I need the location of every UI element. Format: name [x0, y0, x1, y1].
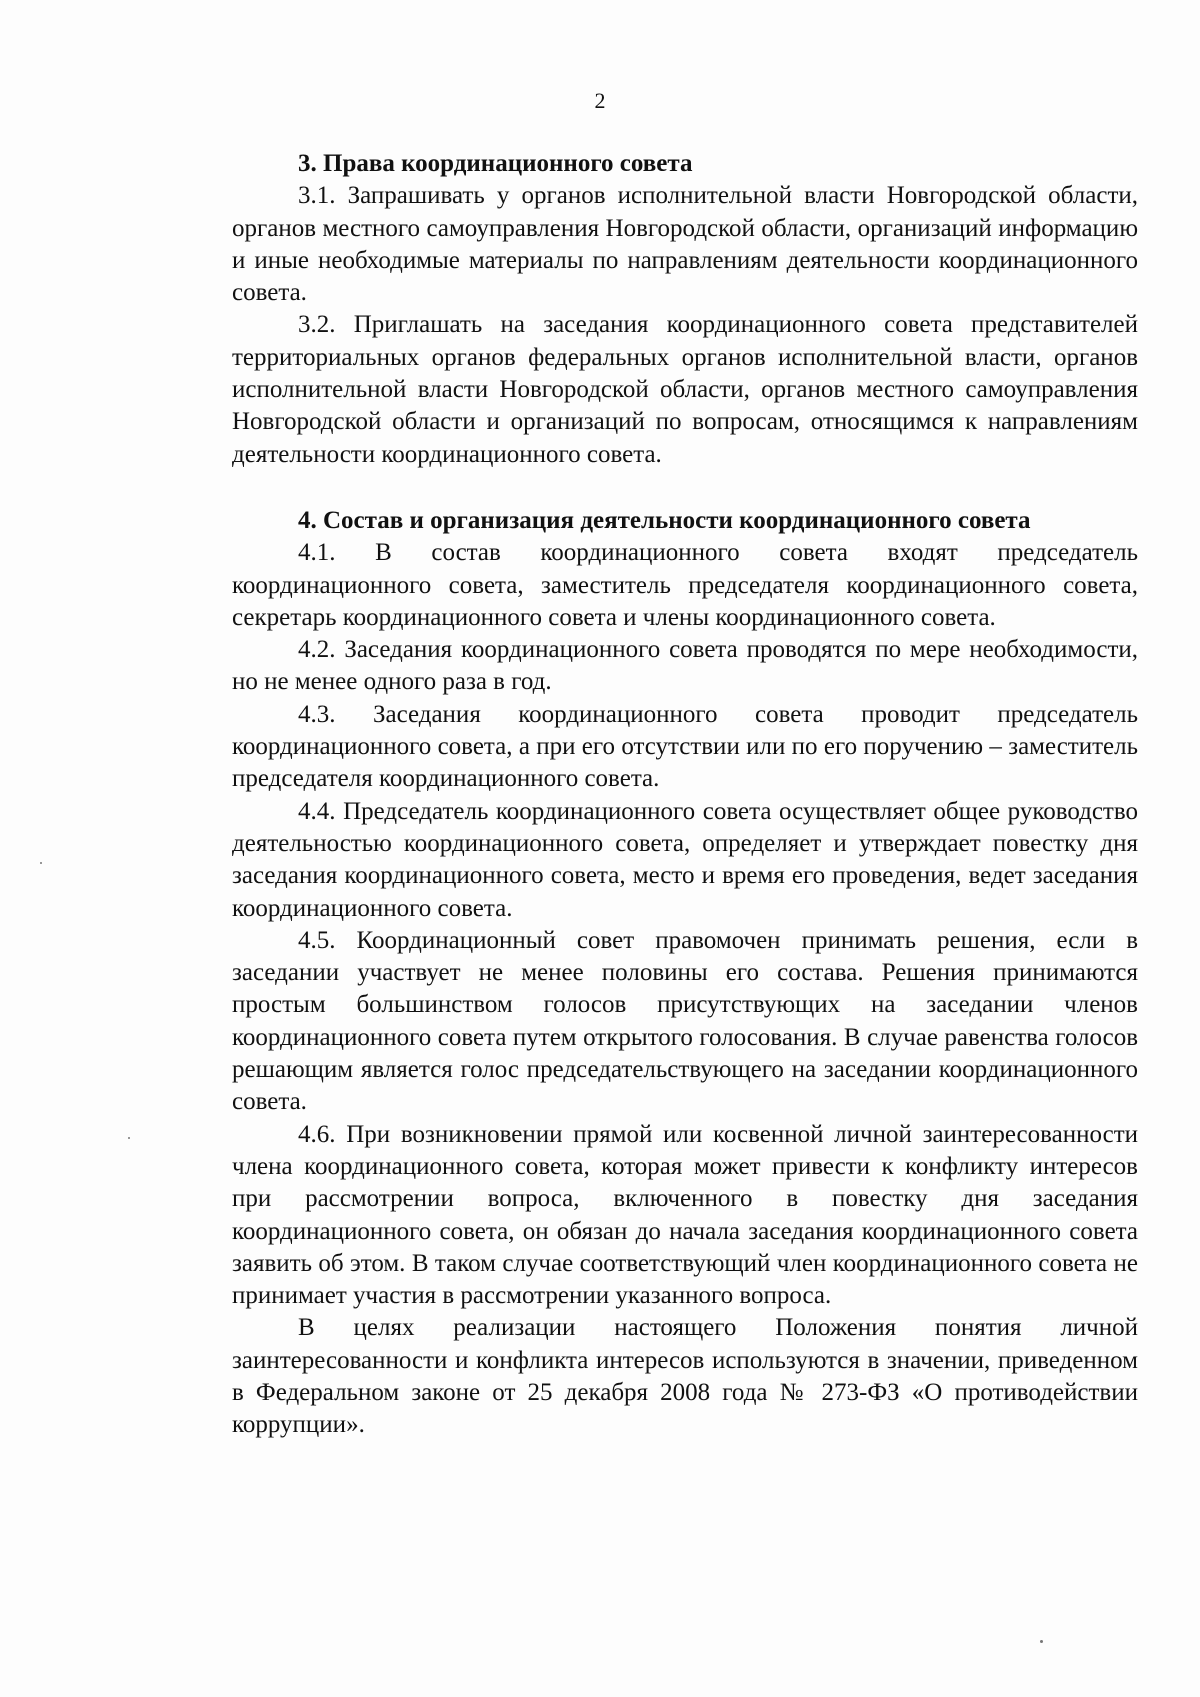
scan-speck: [128, 1137, 130, 1139]
paragraph-3-2: 3.2. Приглашать на заседания координационного совета представителей территориальных органов федеральных органов исполнительной власти, органов исполнительной власти Новгородской области, органов местного самоуправления Новгородской области и организаций по вопросам, относящимся к направлениям деятельности координационного совета.: [232, 311, 1138, 468]
paragraph-4-3: 4.3. Заседания координационного совета проводит председатель координационного совета, а при его отсутствии или по его поручению – заместитель председателя координационного совета.: [232, 700, 1138, 793]
paragraph-4-4: 4.4. Председатель координационного совета осуществляет общее руководство деятельностью координационного совета, определяет и утверждает повестку дня заседания координационного совета, место и время его проведения, ведет заседания координационного совета.: [232, 797, 1138, 922]
paragraph-4-5: 4.5. Координационный совет правомочен принимать решения, если в заседании участвует не менее половины его состава. Решения принимаются простым большинством голосов присутствующих на заседании членов координационного совета путем открытого голосования. В случае равенства голосов решающим является голос председательствующего на заседании координационного совета.: [232, 926, 1138, 1116]
section-4-title: 4. Состав и организация деятельности координационного совета: [298, 506, 1031, 534]
scan-speck: [40, 862, 42, 864]
paragraph-3-1: 3.1. Запрашивать у органов исполнительной власти Новгородской области, органов местного самоуправления Новгородской области, организаций информацию и иные необходимые материалы по направлениям деятельности координационного совета.: [232, 182, 1138, 307]
document-body: [232, 148, 1138, 1442]
page-number: 2: [594, 88, 606, 113]
paragraph-4-6: 4.6. При возникновении прямой или косвенной личной заинтересованности члена координационного совета, которая может привести к конфликту интересов при рассмотрении вопроса, включенного в повестку дня заседания координационного совета, он обязан до начала заседания координационного совета заявить об этом. В таком случае соответствующий член координационного совета не принимает участия в рассмотрении указанного вопроса.: [232, 1120, 1138, 1310]
paragraph-4-1: 4.1. В состав координационного совета входят председатель координационного совета, заместитель председателя координационного совета, секретарь координационного совета и члены координационного совета.: [232, 539, 1138, 631]
scan-speck: [1040, 1640, 1043, 1643]
section-3-title: 3. Права координационного совета: [298, 150, 693, 177]
paragraph-4-2: 4.2. Заседания координационного совета проводятся по мере необходимости, но не менее одного раза в год.: [232, 636, 1138, 696]
paragraph-definitions: В целях реализации настоящего Положения понятия личной заинтересованности и конфликта интересов используются в значении, приведенном в Федеральном законе от 25 декабря 2008 года № 273-ФЗ «О противодействии коррупции».: [232, 1314, 1138, 1439]
